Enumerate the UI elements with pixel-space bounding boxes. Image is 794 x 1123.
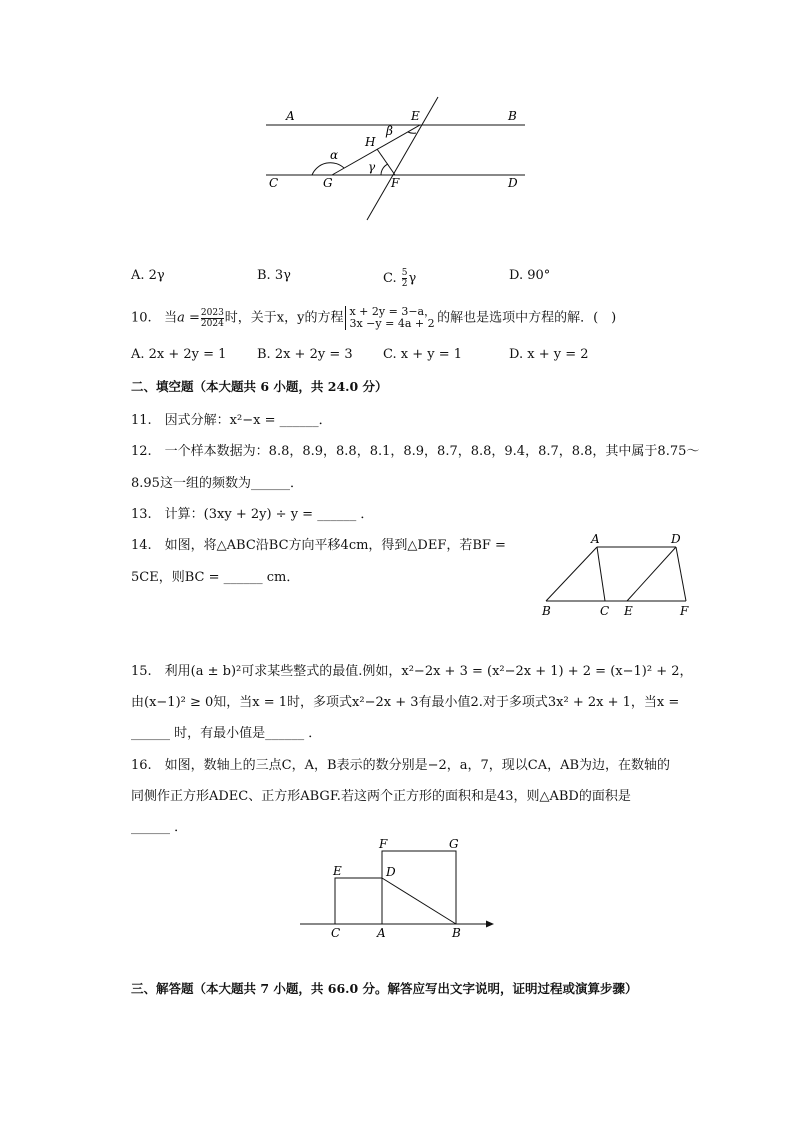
label-G: G	[323, 176, 333, 190]
label-H: H	[365, 135, 376, 149]
label-alpha: α	[330, 148, 339, 162]
q10-choice-a[interactable]: A. 2x + 2y = 1	[131, 347, 227, 362]
label-C: C	[600, 604, 610, 618]
question-15-line-3: ______ 时，有最小值是______ ．	[131, 726, 322, 741]
q9-choice-c-label: C.	[383, 271, 401, 286]
section-2-heading: 二、填空题（本大题共 6 小题，共 24.0 分）	[131, 379, 388, 394]
question-15-line-2: 由(x−1)² ≥ 0知，当x = 1时，多项式x²−2x + 3有最小值2.对于多项式3x² + 2x + 1，当x =	[131, 695, 680, 710]
q9-c-frac-num: 5	[401, 268, 408, 278]
q10-system	[345, 306, 435, 330]
question-16-line-1: 16. 如图，数轴上的三点C，A，B表示的数分别是−2，a，7，现以CA，AB为边，在数轴的	[131, 758, 671, 773]
q9-c-frac-den: 2	[401, 279, 408, 289]
q10-a-eq: a =	[177, 310, 200, 326]
q10-choice-d[interactable]: D. x + y = 2	[509, 347, 589, 362]
q10-choices	[131, 347, 635, 362]
q10-post: 的解也是选项中方程的解．( )	[437, 310, 617, 326]
question-13: 13. 计算：(3xy + 2y) ÷ y = ______ ．	[131, 507, 374, 522]
q10-frac-den: 2024	[200, 318, 224, 329]
label-A: A	[591, 532, 600, 546]
figure-q14-translation	[538, 530, 698, 620]
label-F: F	[391, 176, 400, 190]
label-E: E	[333, 864, 342, 878]
label-G: G	[449, 837, 459, 851]
label-D: D	[671, 532, 681, 546]
q9-choices	[131, 268, 635, 289]
q9-c-suffix: γ	[408, 271, 417, 286]
label-B: B	[508, 109, 517, 123]
q10-mid: 时，关于x，y的方程	[224, 310, 344, 326]
q10-frac-num: 2023	[200, 307, 224, 318]
question-16-line-3: ______ ．	[131, 820, 188, 835]
label-C: C	[269, 176, 279, 190]
label-F: F	[379, 837, 388, 851]
label-A: A	[377, 926, 386, 940]
question-12-line-1: 12. 一个样本数据为：8.8，8.9，8.8，8.1，8.9，8.7，8.8，9.4，8.7，8.8，其中属于8.75～	[131, 444, 700, 459]
label-beta: β	[386, 124, 393, 138]
question-12-line-2: 8.95这一组的频数为______．	[131, 476, 303, 491]
label-E: E	[411, 109, 420, 123]
q9-choice-d[interactable]: D. 90°	[509, 268, 551, 283]
figure-q9-parallel-lines	[260, 92, 540, 227]
q9-choice-b[interactable]: B. 3γ	[257, 268, 291, 283]
label-B: B	[452, 926, 461, 940]
q10-choice-c[interactable]: C. x + y = 1	[383, 347, 463, 362]
label-gamma: γ	[368, 160, 376, 174]
label-E: E	[624, 604, 633, 618]
label-D: D	[386, 865, 396, 879]
q10-choice-b[interactable]: B. 2x + 2y = 3	[257, 347, 353, 362]
question-14-line-2: 5CE，则BC = ______ cm．	[131, 570, 300, 585]
label-C: C	[331, 926, 341, 940]
q10-eq2: 3x −y = 4a + 2	[349, 317, 435, 330]
q10-num: 10.	[131, 310, 152, 326]
question-16-line-2: 同侧作正方形ADEC、正方形ABGF.若这两个正方形的面积和是43，则△ABD的面积是	[131, 789, 631, 804]
label-F: F	[680, 604, 689, 618]
label-B: B	[542, 604, 551, 618]
q9-choice-c[interactable]	[383, 268, 509, 289]
q10-eq1: x + 2y = 3−a，	[349, 305, 436, 318]
question-10	[131, 306, 616, 330]
section-3-heading: 三、解答题（本大题共 7 小题，共 66.0 分。解答应写出文字说明，证明过程或演算步骤）	[131, 981, 638, 996]
label-D: D	[508, 176, 518, 190]
question-14-line-1: 14. 如图，将△ABC沿BC方向平移4cm，得到△DEF，若BF =	[131, 538, 506, 553]
label-A: A	[286, 109, 295, 123]
q9-choice-a[interactable]: A. 2γ	[131, 268, 165, 283]
q10-pre: 当	[164, 310, 178, 326]
question-11: 11. 因式分解：x²−x = ______．	[131, 413, 332, 428]
question-15-line-1: 15. 利用(a ± b)²可求某些整式的最值.例如，x²−2x + 3 = (x²−2x + 1) + 2 = (x−1)² + 2，	[131, 664, 693, 679]
figure-q16-number-line-squares	[292, 832, 502, 944]
